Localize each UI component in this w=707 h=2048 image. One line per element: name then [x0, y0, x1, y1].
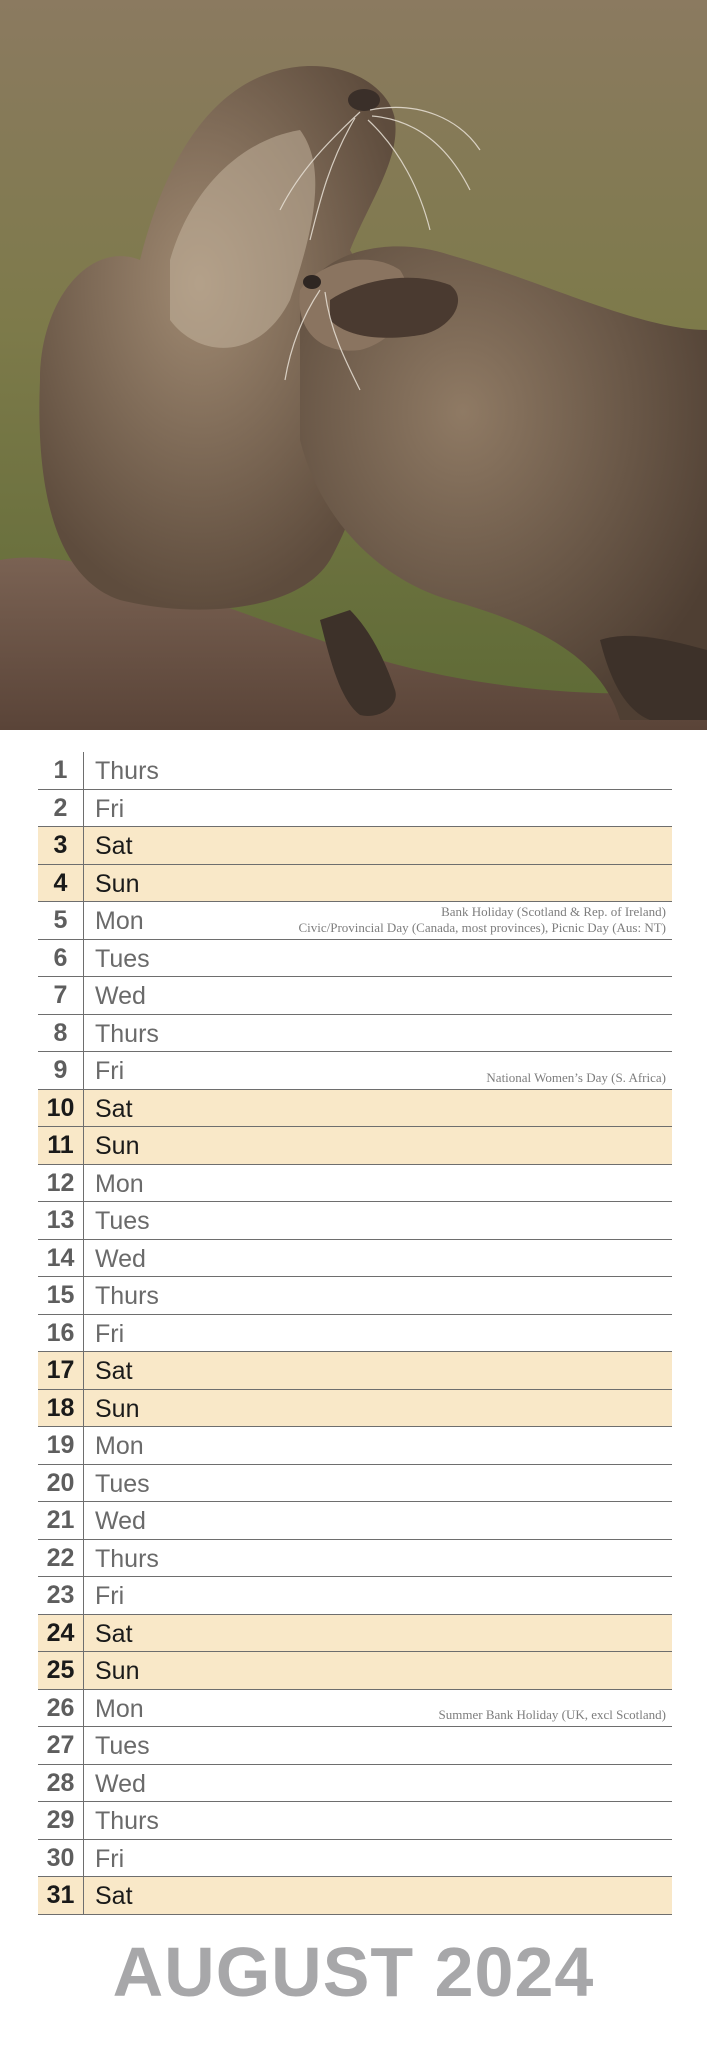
calendar-row: [38, 1015, 672, 1053]
day-number: 2: [38, 790, 84, 827]
day-name: Wed: [95, 1507, 146, 1535]
day-name: Tues: [95, 1732, 150, 1760]
holiday-note: Summer Bank Holiday (UK, excl Scotland): [438, 1707, 666, 1722]
day-name: Fri: [95, 1582, 125, 1610]
day-name: Wed: [95, 1769, 146, 1798]
calendar-row: [38, 1727, 672, 1765]
calendar-row: [38, 1090, 672, 1128]
day-number: 28: [38, 1765, 84, 1802]
day-name: Mon: [95, 1694, 144, 1723]
day-name: Tues: [95, 944, 150, 973]
holiday-notes: [439, 1707, 666, 1723]
day-name: Thurs: [95, 757, 159, 785]
day-number: 25: [38, 1652, 84, 1689]
holiday-notes: [298, 904, 666, 936]
day-name: Fri: [95, 1319, 125, 1348]
day-name: Mon: [95, 907, 144, 935]
holiday-note: National Women’s Day (S. Africa): [486, 1069, 666, 1085]
calendar-row: [38, 1840, 672, 1878]
day-name: Sat: [95, 1882, 133, 1910]
day-number: 3: [38, 827, 84, 864]
calendar-row: [38, 1802, 672, 1840]
day-name: Tues: [95, 1207, 150, 1235]
calendar-row: [38, 1540, 672, 1578]
day-name: Sun: [95, 1657, 140, 1685]
day-number: 12: [38, 1165, 84, 1202]
day-name: Fri: [95, 1844, 125, 1873]
day-number: 7: [38, 977, 84, 1014]
calendar-row: [38, 940, 672, 978]
day-number: 19: [38, 1427, 84, 1464]
calendar-row: [38, 752, 672, 790]
calendar-row: [38, 1240, 672, 1278]
day-number: 26: [38, 1690, 84, 1727]
day-number: 22: [38, 1540, 84, 1577]
day-name: Wed: [95, 982, 146, 1010]
calendar-row: [38, 1465, 672, 1503]
day-number: 6: [38, 940, 84, 977]
calendar-row: [38, 1577, 672, 1615]
calendar-row: [38, 1427, 672, 1465]
day-number: 30: [38, 1840, 84, 1877]
day-name: Sun: [95, 869, 140, 898]
day-name: Sat: [95, 1094, 133, 1123]
day-number: 27: [38, 1727, 84, 1764]
day-name: Sun: [95, 1394, 140, 1423]
day-name: Thurs: [95, 1019, 159, 1048]
calendar-row: [38, 1202, 672, 1240]
day-number: 18: [38, 1390, 84, 1427]
day-number: 17: [38, 1352, 84, 1389]
calendar-row: [38, 1765, 672, 1803]
day-name: Thurs: [95, 1544, 159, 1573]
day-number: 9: [38, 1052, 84, 1089]
day-number: 11: [38, 1127, 84, 1164]
day-number: 23: [38, 1577, 84, 1614]
day-number: 5: [38, 902, 84, 939]
calendar-row: [38, 1877, 672, 1915]
day-number: 1: [38, 752, 84, 789]
day-name: Sat: [95, 1357, 133, 1385]
day-name: Mon: [95, 1432, 144, 1460]
day-number: 16: [38, 1315, 84, 1352]
day-number: 29: [38, 1802, 84, 1839]
calendar-row: [38, 1502, 672, 1540]
calendar-row: [38, 977, 672, 1015]
day-number: 24: [38, 1615, 84, 1652]
day-name: Sat: [95, 832, 133, 860]
day-number: 13: [38, 1202, 84, 1239]
month-title: AUGUST 2024: [112, 1933, 595, 2011]
day-name: Sat: [95, 1619, 133, 1648]
calendar-row: [38, 1052, 672, 1090]
calendar-row: [38, 1315, 672, 1353]
day-name: Fri: [95, 794, 125, 823]
holiday-notes: [486, 1070, 666, 1086]
calendar-row: [38, 1390, 672, 1428]
calendar-row: [38, 790, 672, 828]
otters-photo: [0, 0, 707, 730]
calendar-row: [38, 1165, 672, 1203]
day-name: Mon: [95, 1169, 144, 1198]
day-number: 20: [38, 1465, 84, 1502]
calendar-grid: [38, 752, 672, 1915]
day-number: 10: [38, 1090, 84, 1127]
calendar-row: [38, 865, 672, 903]
day-name: Sun: [95, 1132, 140, 1160]
calendar-row: [38, 1690, 672, 1728]
day-number: 14: [38, 1240, 84, 1277]
day-number: 21: [38, 1502, 84, 1539]
calendar-row: [38, 1615, 672, 1653]
holiday-note: Bank Holiday (Scotland & Rep. of Ireland): [441, 903, 666, 919]
day-number: 31: [38, 1877, 84, 1914]
day-number: 15: [38, 1277, 84, 1314]
day-name: Fri: [95, 1057, 125, 1085]
day-name: Thurs: [95, 1282, 159, 1310]
calendar-row: [38, 902, 672, 940]
day-name: Tues: [95, 1469, 150, 1498]
holiday-note: Civic/Provincial Day (Canada, most provinces), Picnic Day (Aus: NT): [298, 919, 666, 935]
day-number: 8: [38, 1015, 84, 1052]
calendar-row: [38, 1352, 672, 1390]
day-name: Wed: [95, 1244, 146, 1273]
calendar-row: [38, 827, 672, 865]
day-name: Thurs: [95, 1807, 159, 1835]
calendar-row: [38, 1652, 672, 1690]
calendar-row: [38, 1277, 672, 1315]
day-number: 4: [38, 865, 84, 902]
calendar-row: [38, 1127, 672, 1165]
